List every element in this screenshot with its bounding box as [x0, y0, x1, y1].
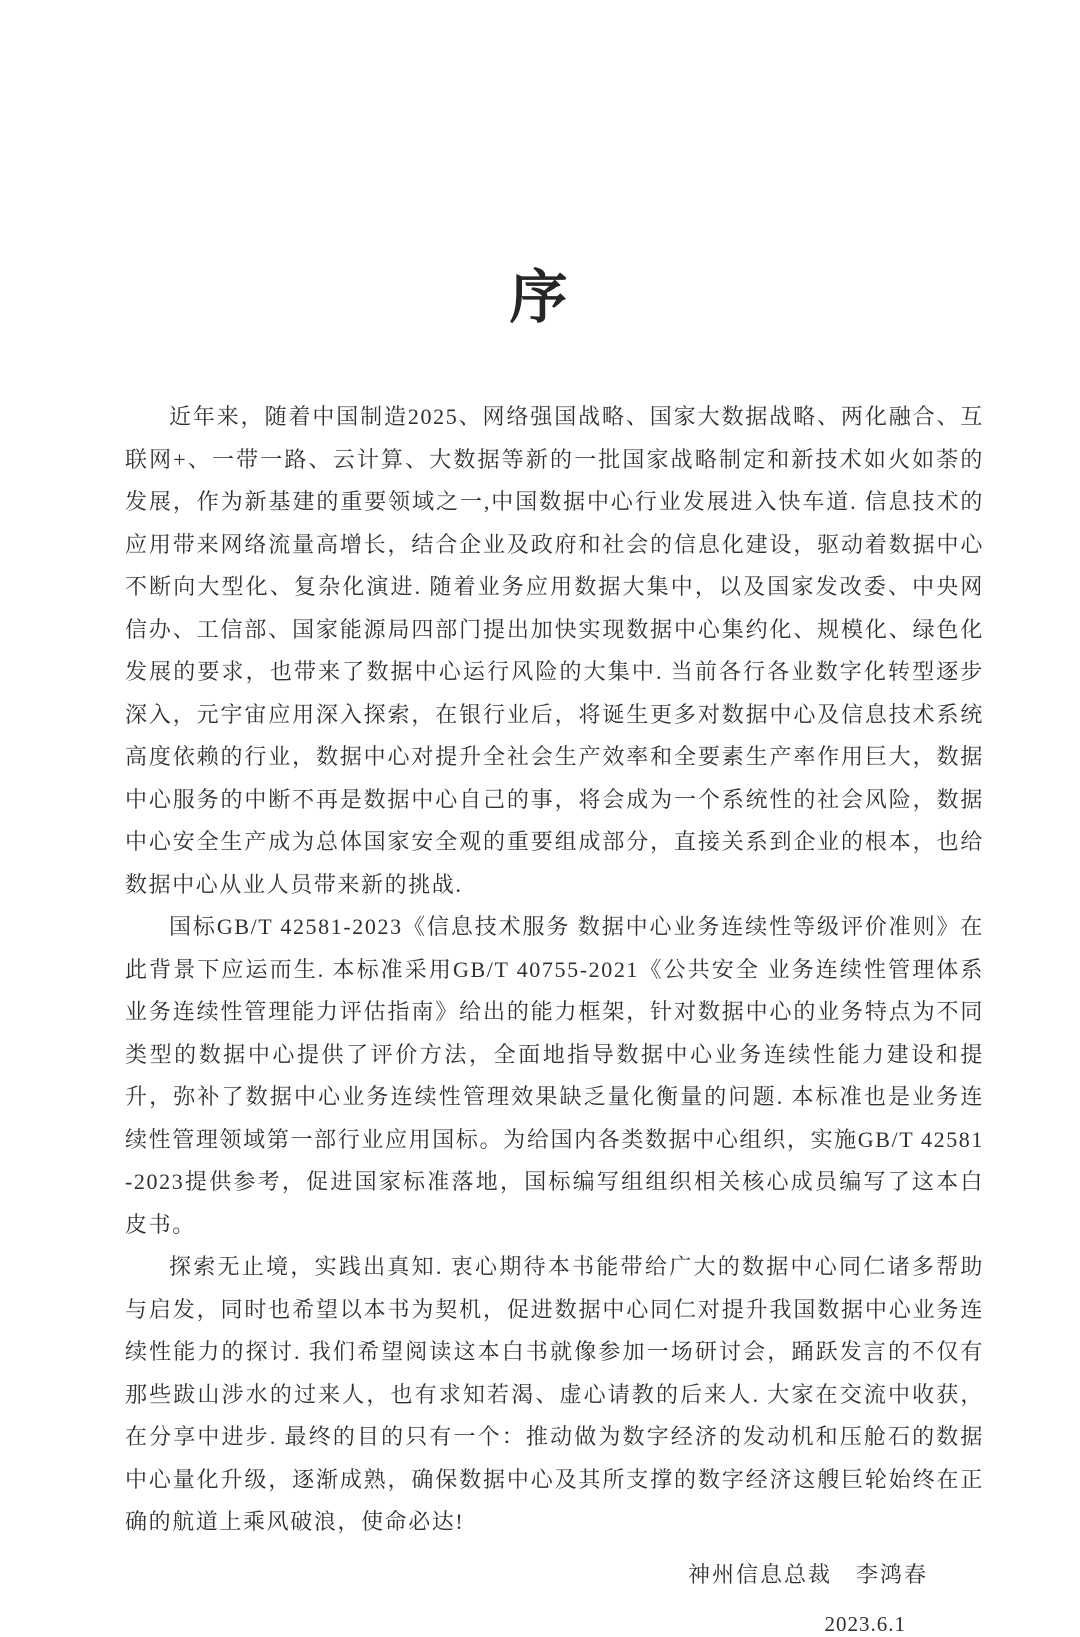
page-title: 序 — [509, 265, 571, 330]
document-body — [0, 334, 1080, 1544]
paragraph-1: 近年来，随着中国制造2025、网络强国战略、国家大数据战略、两化融合、互联网+、一带一路、云计算、大数据等新的一批国家战略制定和新技术如火如荼的发展，作为新基建的重要领域之一,中国数据中心行业发展进入快车道. 信息技术的应用带来网络流量高增长，结合企业及政府和社会的信息化建设，驱动着数据中心不断向大型化、复杂化演进. 随着业务应用数据大集中，以及国家发改委、中央网信办、工信部、国家能源局四部门提出加快实现数据中心集约化、规模化、绿色化发展的要求，也带来了数据中心运行风险的大集中. 当前各行各业数字化转型逐步深入，元宇宙应用深入探索，在银行业后，将诞生更多对数据中心及信息技术系统高度依赖的行业，数据中心对提升全社会生产效率和全要素生产率作用巨大，数据中心服务的中断不再是数据中心自己的事，将会成为一个系统性的社会风险，数据中心安全生产成为总体国家安全观的重要组成部分，直接关系到企业的根本，也给数据中心从业人员带来新的挑战. — [125, 404, 984, 897]
date: 2023.6.1 — [824, 1611, 906, 1636]
signature-block — [0, 1558, 1080, 1637]
paragraph-3: 探索无止境，实践出真知. 衷心期待本书能带给广大的数据中心同仁诸多帮助与启发，同时也希望以本书为契机，促进数据中心同仁对提升我国数据中心业务连续性能力的探讨. 我们希望阅读这本白书就像参加一场研讨会，踊跃发言的不仅有那些跋山涉水的过来人，也有求知若渴、虚心请教的后来人. 大家在交流中收获，在分享中进步. 最终的目的只有一个：推动做为数字经济的发动机和压舱石的数据中心量化升级，逐渐成熟，确保数据中心及其所支撑的数字经济这艘巨轮始终在正确的航道上乘风破浪，使命必达! — [125, 1254, 984, 1534]
signature: 神州信息总裁 李鸿春 — [687, 1561, 928, 1587]
paragraph-2: 国标GB/T 42581-2023《信息技术服务 数据中心业务连续性等级评价准则》在此背景下应运而生. 本标准采用GB/T 40755-2021《公共安全 业务连续性管理体系 业务连续性管理能力评估指南》给出的能力框架，针对数据中心的业务特点为不同类型的数据中心提供了评价方法，全面地指导数据中心业务连续性能力建设和提升，弥补了数据中心业务连续性管理效果缺乏量化衡量的问题. 本标准也是业务连续性管理领域第一部行业应用国标。为给国内各类数据中心组织，实施GB/T 42581-2023提供参考，促进国家标准落地，国标编写组组织相关核心成员编写了这本白皮书。 — [125, 914, 984, 1237]
